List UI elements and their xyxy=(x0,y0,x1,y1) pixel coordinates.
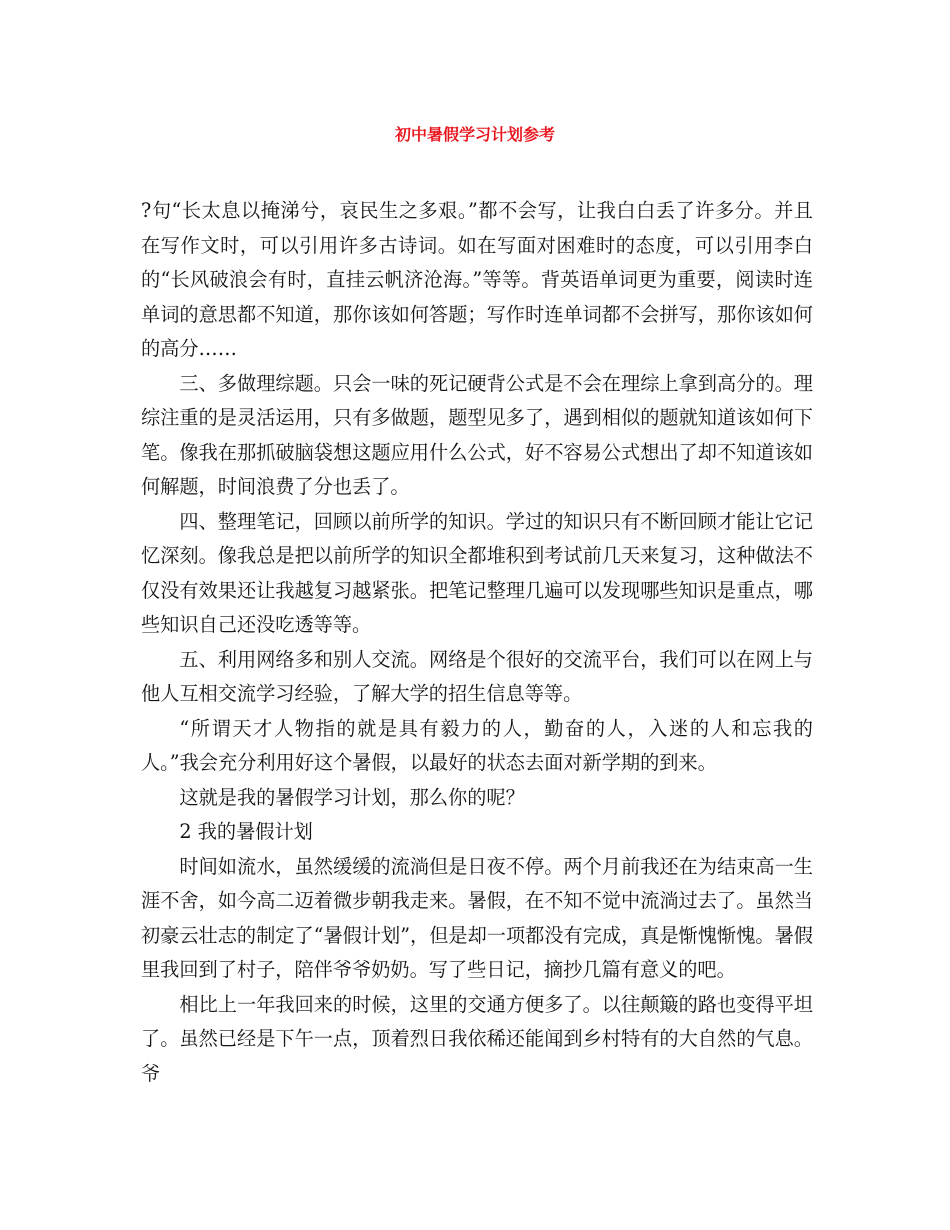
paragraph-point-five: 五、利用网络多和别人交流。网络是个很好的交流平台，我们可以在网上与他人互相交流学习经验，了解大学的招生信息等等。 xyxy=(141,647,813,705)
section-heading: 2 我的暑假计划 xyxy=(179,820,313,843)
paragraph-continued: ?句“长太息以掩涕兮，哀民生之多艰。”都不会写，让我白白丢了许多分。并且在写作文时，可以引用许多古诗词。如在写面对困难时的态度，可以引用李白的“长风破浪会有时，直挂云帆济沧海。”等等。背英语单词更为重要，阅读时连单词的意思都不知道，那你该如何答题；写作时连单词都不会拼写，那你该如何的高分…… xyxy=(141,199,813,360)
document-body xyxy=(141,194,813,1091)
paragraph-diary: 相比上一年我回来的时候，这里的交通方便多了。以往颠簸的路也变得平坦了。虽然已经是下午一点，顶着烈日我依稀还能闻到乡村特有的大自然的气息。爷 xyxy=(141,992,813,1085)
paragraph-quote: “所谓天才人物指的就是具有毅力的人，勤奋的人，入迷的人和忘我的人。”我会充分利用好这个暑假，以最好的状态去面对新学期的到来。 xyxy=(141,716,813,774)
paragraph-intro: 时间如流水，虽然缓缓的流淌但是日夜不停。两个月前我还在为结束高一生涯不舍，如今高二迈着微步朝我走来。暑假，在不知不觉中流淌过去了。虽然当初豪云壮志的制定了“暑假计划”，但是却一项都没有完成，真是惭愧惭愧。暑假里我回到了村子，陪伴爷爷奶奶。写了些日记，摘抄几篇有意义的吧。 xyxy=(141,854,813,981)
document-title: 初中暑假学习计划参考 xyxy=(394,125,555,144)
paragraph-point-four: 四、整理笔记，回顾以前所学的知识。学过的知识只有不断回顾才能让它记忆深刻。像我总是把以前所学的知识全都堆积到考试前几天来复习，这种做法不仅没有效果还让我越复习越紧张。把笔记整理几遍可以发现哪些知识是重点，哪些知识自己还没吃透等等。 xyxy=(141,509,813,636)
paragraph-point-three: 三、多做理综题。只会一味的死记硬背公式是不会在理综上拿到高分的。理综注重的是灵活运用，只有多做题，题型见多了，遇到相似的题就知道该如何下笔。像我在那抓破脑袋想这题应用什么公式，好不容易公式想出了却不知道该如何解题，时间浪费了分也丢了。 xyxy=(141,371,813,498)
paragraph-closing: 这就是我的暑假学习计划，那么你的呢？ xyxy=(179,785,525,809)
